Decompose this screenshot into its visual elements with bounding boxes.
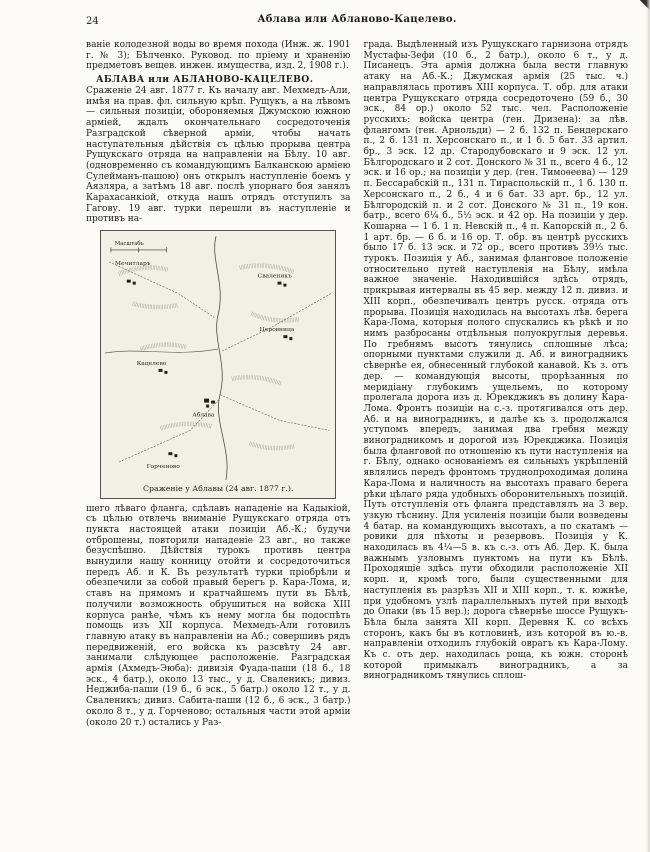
- text-columns: [86, 40, 628, 728]
- battle-map: [101, 231, 335, 483]
- kara-lom-river: [215, 236, 227, 480]
- hill-hachure: [141, 345, 187, 350]
- hill-hachure: [133, 304, 178, 308]
- map-scale-label: Масштабъ: [115, 241, 145, 248]
- page-header: [86, 14, 628, 32]
- town-gorchenovo: [169, 452, 178, 457]
- running-title: Аблава или Абланово-Кацелево.: [257, 14, 457, 25]
- town-label: Сваленикъ: [257, 272, 293, 280]
- right-column: [364, 40, 629, 728]
- article-paragraph-3: града. Выдѣленный изъ Рущукскаго гарнизона отрядъ Мустафы-Зефи (10 б., 2 батр.), около 6 т., у д. Писанецъ. Эта армія должна была вести главную атаку на Аб.-К.; Джумская армія (25 тыс. ч.) направлялась противъ XIII корпуса. Т. обр. для атаки центра Рущукскаго отряда сосредоточено (59 б., 30 эск., 84 ор.) около 52 тыс. чел. Расположеніе русскихъ: войска центра (ген. Дризена): за лѣв. флангомъ (ген. Арнольди) — 2 б. 132 п. Бендерскаго п., 2 б. 131 п. Херсонскаго п., и 1 б. 5 бат. 33 артил. бр., 3 эск. 12 др. Стародубовскаго и 9 эск. 12 ул. Бѣлгородскаго и 2 сот. Донского № 31 п., всего 4 б., 12 эск. и 16 ор.; на позиціи у дер. (ген. Тимоѳеева) — 129 п. Бессарабскій п., 131 п. Тираспольскій п., 1 б. 130 п. Херсонскаго п., 2 б., 4 и 6 бат. 33 арт. бр., 12 ул. Бѣлгородскій п. и 2 сот. Донского № 31 п., 19 кон. батр., всего 6¼ б., 5½ эск. и 42 ор. На позиціи у дер. Кошарна — 1 б. 1 п. Невскій п., 4 п. Капорскій п., 2 б. 1 арт. бр. — 6 б. и 16 ор. Т. обр. въ центрѣ русскихъ было 17 б. 13 эск. и 72 ор., всего противъ 39⅓ тыс. турокъ. Позиція у Аб., занимая фланговое положеніе относительно путей наступленія на Бѣлу, имѣла важное значеніе. Находившійся здѣсь отрядъ, прикрывая интервалы въ 45 вер. между 12 п. дивиз. и XIII корп., обезпечивалъ центръ русск. отряда отъ прорыва. Позиція находилась на высотахъ лѣв. берега Кара-Лома, которыя полого спускались къ рѣкѣ и по нимъ разбросаны отдѣльныя полуокруглыя деревья. По гребнямъ высотъ тянулись сплошные лѣса; опорными пунктами служили д. Аб. и виноградникъ сѣвернѣе ея, обнесенный глубокой канавой. Къ з. отъ дер. — командующія высоты, прорѣзанныя по меридіану глубокимъ ущельемъ, по которому пролегала дорога изъ д. Юрекджикъ въ долину Кара-Лома. Фронтъ позиціи на с.-з. протягивался отъ дер. Аб. и на виноградникъ, и далѣе къ з. продолжался уступомъ впередъ, занимая два гребня между виноградникомъ и дорогой изъ Юрекджика. Позиція была фланговой по отношенію къ пути наступленія на г. Бѣлу, однако основаніемъ ея сильныхъ укрѣпленій являлись передъ фронтомъ труднопроходимая долина Кара-Лома и наличность на высотахъ праваго берега рѣки цѣлаго ряда удобныхъ оборонительныхъ позицій. Путь отступленія отъ фланга представлялъ на 3 вер. узкую тѣснину. Для усиленія позиціи были возведены 4 батар. на командующихъ высотахъ, а по скатамъ — ровики для пѣхоты и резервовъ. Позиція у К. находилась въ 4¼—5 в. къ с.-з. отъ Аб. Дер. К. была важнымъ узловымъ пунктомъ на пути къ Бѣлѣ. Проходящіе здѣсь пути обходили расположеніе XII корп. и, кромѣ того, были существенными для наступленія въ разрѣзъ XII и XIII корп., т. к. южнѣе, при удобномъ узлѣ параллельныхъ путей при выходѣ до Опаки (въ 15 вер.); дорога сѣвернѣе шоссе Рущукъ-Бѣла была занята XII корп. Деревня К. со всѣхъ сторонъ, какъ бы въ котловинѣ, изъ которой въ ю.-в. направленіи отходилъ глубокій оврагъ къ Кара-Лому. Къ с. отъ дер. находилась роща, къ южн. сторонѣ которой примыкалъ виноградникъ, а за виноградникомъ тянулись сплош-: [363, 40, 628, 682]
- article-paragraph-1: Сраженіе 24 авг. 1877 г. Къ началу авг. Мехмедъ-Али, имѣя на прав. фл. сильную крѣп. Рущукъ, а на лѣвомъ — сильныя позиціи, обороняемыя Джумскою южною арміей, ждалъ окончательнаго сосредоточенія Разградской сѣверной арміи, чтобы начать наступательныя дѣйствія съ цѣлью прорыва центра Рущукскаго отряда на направленіи на Бѣлу. 10 авг. (одновременно съ командующимъ Балканскою арміею Сулейманъ-пашою) онъ открылъ наступленіе боемъ у Аязляра, а затѣмъ 18 авг. послѣ упорнаго боя занялъ Карахасанкіой, откуда нашъ отрядъ отступилъ за Гагову. 19 авг. турки перешли въ наступленіе и противъ на-: [86, 86, 351, 225]
- hill-hachure: [232, 377, 282, 384]
- river-tributary: [105, 349, 218, 353]
- hill-hachure: [240, 266, 295, 272]
- town-label: Кацелево: [136, 360, 167, 368]
- previous-article-continuation: ваніе колодезной воды во время похода (Инж. ж. 1901 г. № 3); Бѣлченко. Руковод. по пріему и храненію предметовъ вещев. инжен. имущества, изд. 2, 1908 г.).: [86, 40, 351, 72]
- town-label: Церовница: [259, 326, 295, 334]
- town-ablava: [204, 399, 215, 408]
- map-road: [222, 294, 331, 352]
- article-heading: АБЛАВА или АБЛАНОВО-КАЦЕЛЕВО.: [96, 74, 314, 86]
- page-number: 24: [86, 16, 99, 27]
- hill-hachure: [161, 424, 213, 429]
- hill-hachure: [250, 443, 295, 448]
- town-label: Горченово: [146, 463, 181, 471]
- map-road: [220, 395, 329, 431]
- town-katselevo: [159, 369, 168, 374]
- town-svalenik: [278, 282, 287, 287]
- town-label: Аблава: [192, 411, 215, 419]
- page-edge-shadow: [646, 0, 650, 852]
- hill-hachure: [252, 314, 300, 321]
- map-caption: Сраженіе у Аблавы (24 авг. 1877 г.).: [143, 484, 294, 494]
- left-column: [86, 40, 351, 728]
- town-tserovnitsa: [284, 335, 293, 340]
- town-mechitlar: [127, 280, 136, 285]
- town-label: Мечитларъ: [115, 259, 151, 267]
- article-paragraph-2: шего лѣваго фланга, сдѣлавъ нападеніе на Кадыкіой, съ цѣлью отвлечь вниманіе Рущукскаго отряда отъ пункта настоящей атаки позиціи Аб.-К.; будучи отброшены, повторили нападеніе 23 авг., но также безуспѣшно. Дѣйствія турокъ противъ центра вынудили нашу конницу отойти и сосредоточиться передъ Аб. и К. Въ результатѣ турки пріобрѣли и обезпечили за собой правый берегъ р. Кара-Лома, и, ставъ на прямомъ и кратчайшемъ пути въ Бѣлѣ, получили возможность обрушиться на войска XIII корпуса ранѣе, чѣмъ къ нему могла бы подоспѣть помощь изъ XII корпуса. Мехмедъ-Али готовилъ главную атаку въ направленіи на Аб.; совершивъ рядъ передвиженій, его войска къ разсвѣту 24 авг. занимали слѣдующее расположеніе. Разградская армія (Ахмедъ-Эюба): дивизія Фуада-паши (18 б., 18 эск., 4 батр.), около 13 тыс., у д. Сваленикъ; дивиз. Неджиба-паши (19 б., 6 эск., 5 батр.) около 12 т., у д. Сваленикъ; дивиз. Сабита-паши (12 б., 6 эск., 3 батр.) около 8 т., у д. Горченово; остальныя части этой арміи (около 20 т.) остались у Раз-: [86, 503, 351, 728]
- hill-hachure: [119, 268, 169, 274]
- battle-map-figure: [100, 230, 336, 498]
